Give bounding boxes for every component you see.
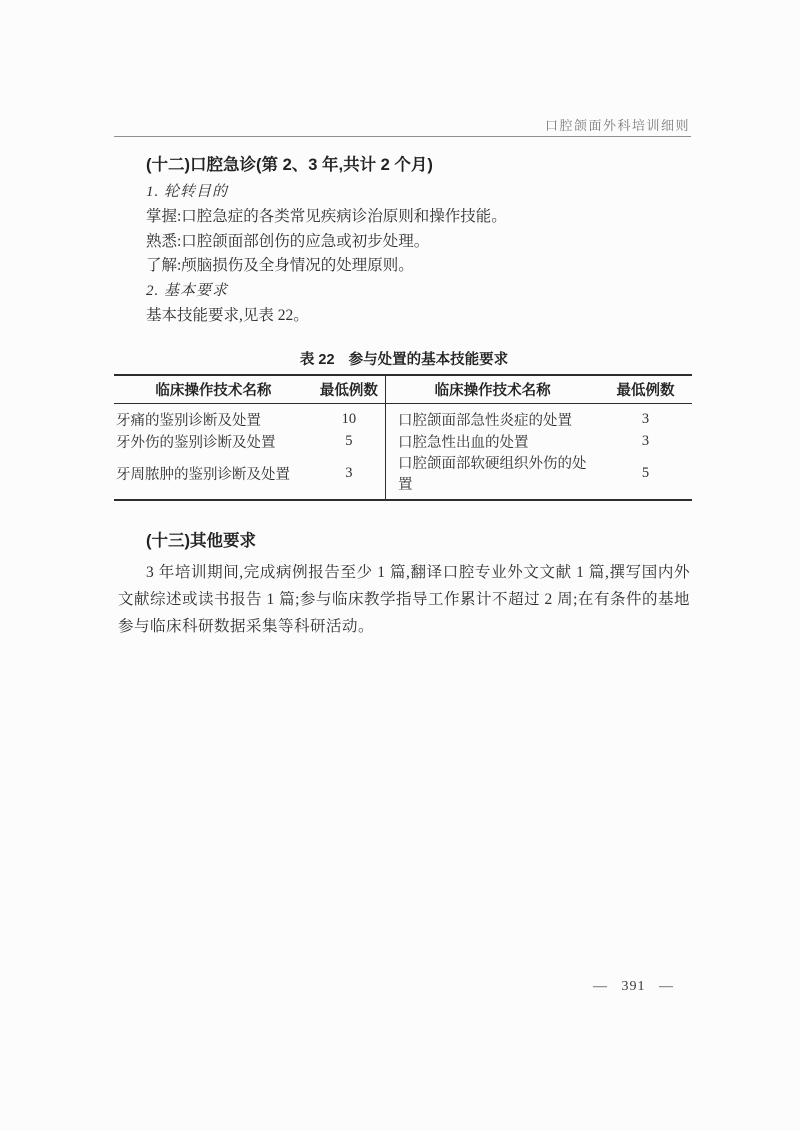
header-rule: [114, 136, 691, 137]
running-header: 口腔颌面外科培训细则: [544, 118, 690, 133]
rotation-goal-label: 1. 轮转目的: [146, 184, 229, 200]
skill-cell: 牙周脓肿的鉴别诊断及处置: [116, 466, 290, 483]
col-header-min-cases-left: 最低例数: [313, 375, 386, 404]
goal-master: 掌握:口腔急症的各类常见疾病诊治原则和操作技能。: [146, 207, 507, 225]
min-cases-cell: 10: [313, 404, 386, 431]
min-cases-cell: 3: [641, 411, 650, 428]
col-header-skill-left: 临床操作技术名称: [114, 375, 313, 404]
skill-cell: 口腔急性出血的处置: [398, 434, 529, 451]
basic-requirement-label: 2. 基本要求: [146, 283, 229, 300]
min-cases-cell: 3: [313, 452, 386, 500]
min-cases-cell: 5: [641, 464, 650, 481]
col-header-min-cases-right: 最低例数: [599, 375, 691, 404]
section-12-heading: (十二)口腔急诊(第 2、3 年,共计 2 个月): [146, 156, 433, 174]
min-cases-cell: 5: [313, 430, 386, 452]
table-caption-label: 表 22: [299, 351, 335, 368]
table-caption: [118, 348, 690, 369]
col-header-skill-right: 临床操作技术名称: [386, 375, 600, 404]
goal-familiar: 熟悉:口腔颌面部创伤的应急或初步处理。: [146, 232, 430, 250]
skills-requirements-table: [114, 374, 692, 502]
table-row: [114, 404, 692, 431]
skill-cell: 牙外伤的鉴别诊断及处置: [116, 434, 276, 451]
basic-requirement-text: 基本技能要求,见表 22。: [146, 306, 309, 324]
goal-understand: 了解:颅脑损伤及全身情况的处理原则。: [146, 257, 414, 275]
table-caption-title: 参与处置的基本技能要求: [348, 351, 509, 368]
skill-cell: 口腔颌面部软硬组织外伤的处置: [398, 456, 587, 494]
page-content: [118, 155, 690, 640]
page-number: — 391 —: [593, 979, 674, 994]
min-cases-cell: 3: [641, 432, 650, 449]
other-requirements-paragraph: 3 年培训期间,完成病例报告至少 1 篇,翻译口腔专业外文文献 1 篇,撰写国内外文献综述或读书报告 1 篇;参与临床教学指导工作累计不超过 2 周;在有条件的基地参与临床科研数据采集等科研活动。: [118, 564, 690, 636]
table-row: [114, 452, 692, 500]
skill-cell: 牙痛的鉴别诊断及处置: [116, 413, 261, 430]
table-header-row: [114, 375, 692, 404]
table-row: [114, 430, 692, 452]
skill-cell: 口腔颌面部急性炎症的处置: [398, 413, 573, 430]
section-13-heading: (十三)其他要求: [146, 532, 256, 551]
